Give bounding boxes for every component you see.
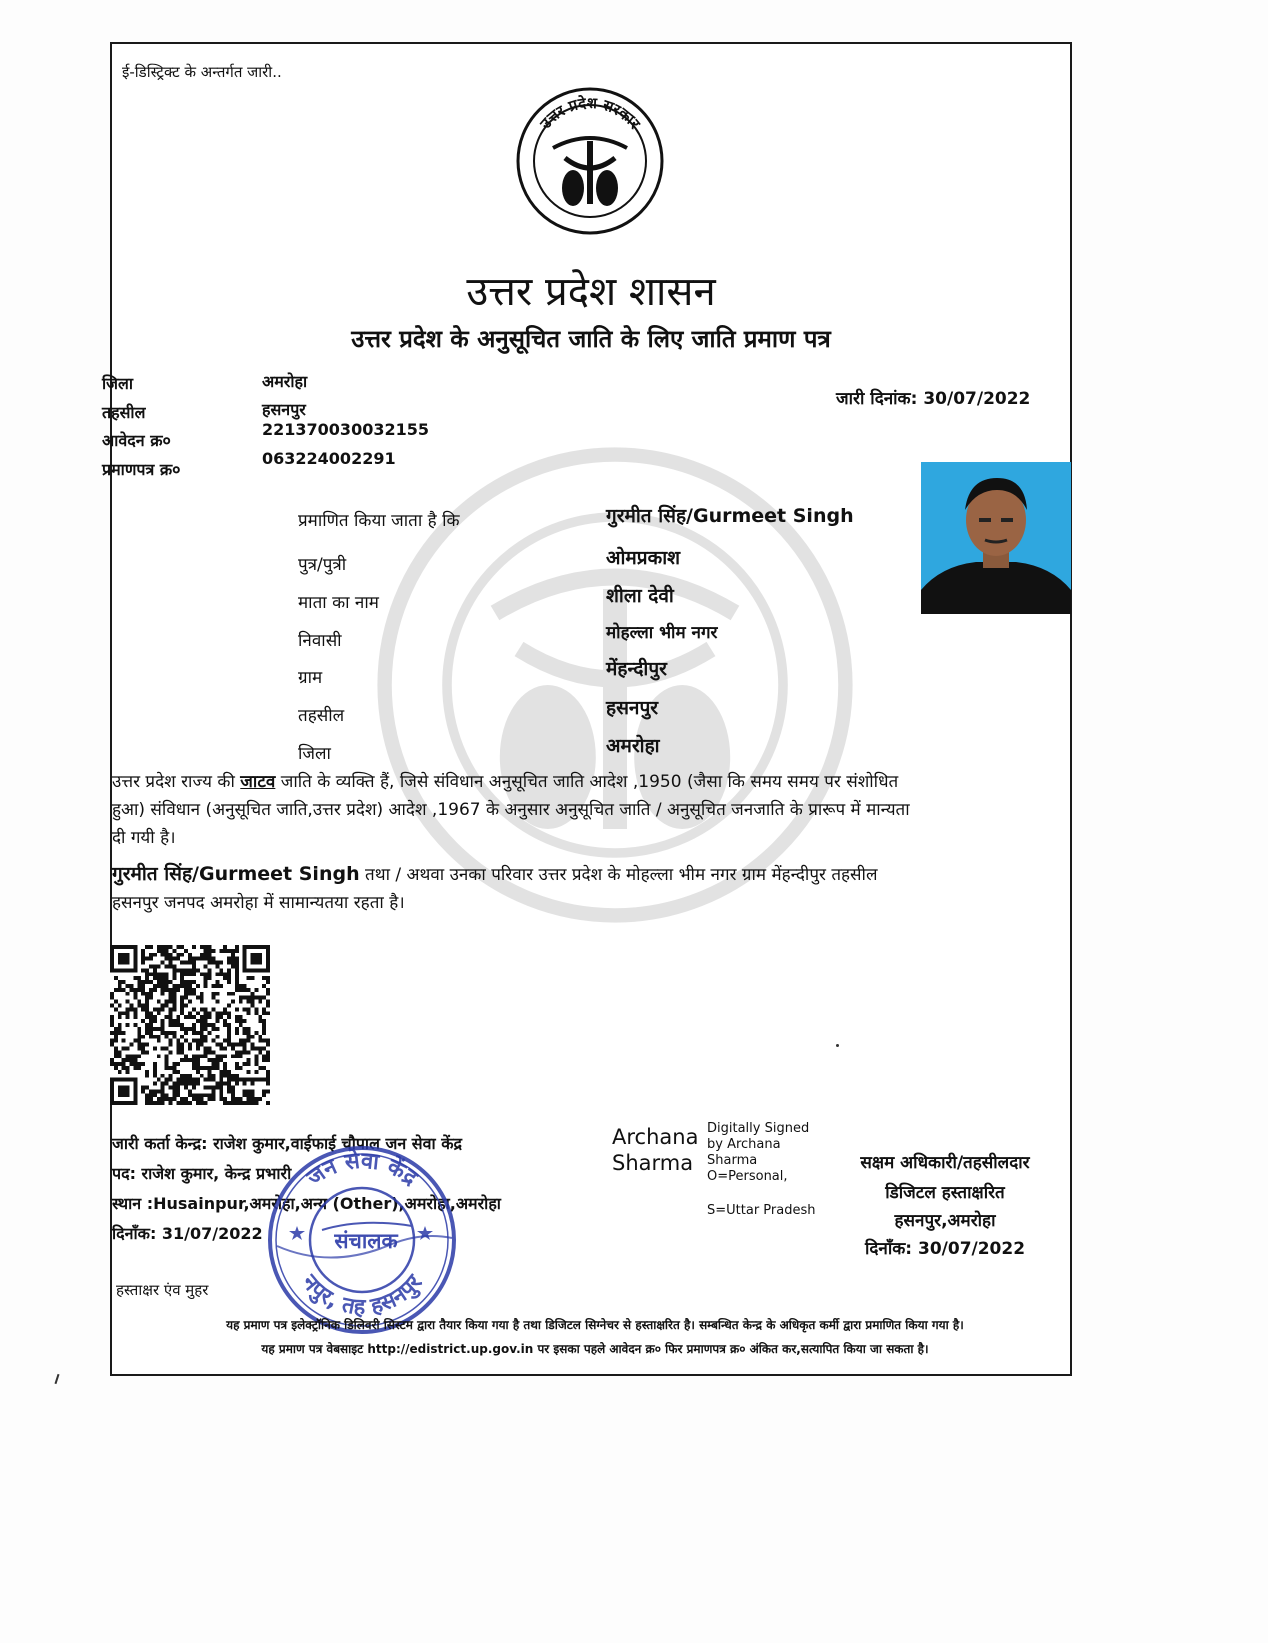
dsig-first-name: Archana	[612, 1125, 699, 1149]
application-no-value: 221370030032155	[262, 420, 429, 439]
para2-name: गुरमीत सिंह/Gurmeet Singh	[112, 863, 360, 885]
para1-text-end: जाति के व्यक्ति हैं, जिसे संविधान अनुसूचित जाति आदेश ,1950 (जैसा कि समय समय पर संशोधित	[275, 772, 899, 792]
caste-declaration-paragraph	[112, 768, 1070, 852]
government-title: उत्तर प्रदेश शासन	[466, 269, 716, 315]
star-icon	[417, 1226, 433, 1240]
field-label-tehsil: तहसील	[298, 706, 345, 726]
stamp-center-text: संचालक	[334, 1229, 398, 1253]
dsig-line5: S=Uttar Pradesh	[707, 1203, 816, 1218]
center-rubber-stamp	[262, 1140, 462, 1340]
dsig-line4: O=Personal,	[707, 1169, 788, 1184]
certificate-title: उत्तर प्रदेश के अनुसूचित जाति के लिए जाति प्रमाण पत्र	[351, 325, 831, 353]
qr-code-icon	[110, 945, 270, 1105]
svg-text:जन सेवा केंद्र	[302, 1147, 423, 1192]
notice-line1: यह प्रमाण पत्र इलेक्ट्रॉनिक डिलिवरी सिस्टम द्वारा तैयार किया गया है तथा डिजिटल सिग्नेचर से हस्ताक्षरित है। सम्बन्धित केन्द्र के अधिकृत कर्मी द्वारा प्रमाणित किया गया है।	[226, 1318, 964, 1332]
para1-line3: दी गयी है।	[112, 828, 176, 848]
field-value-resident: मोहल्ला भीम नगर	[606, 623, 718, 643]
authority-title: सक्षम अधिकारी/तहसीलदार	[860, 1153, 1030, 1173]
field-label-certified: प्रमाणित किया जाता है कि	[298, 511, 460, 531]
tehsil-label: तहसील	[102, 403, 146, 422]
applicant-photo	[921, 462, 1071, 614]
caste-name: जाटव	[240, 772, 276, 792]
application-no-label: आवेदन क्र०	[102, 431, 171, 450]
dsig-line3: Sharma	[707, 1153, 758, 1168]
field-value-village: मेंहन्दीपुर	[606, 658, 667, 680]
para2-line2: हसनपुर जनपद अमरोहा में सामान्यतया रहता है।	[112, 893, 405, 913]
star-icon	[289, 1226, 305, 1240]
person-photo-icon	[921, 462, 1071, 614]
issuer-date: दिनाँक: 31/07/2022	[112, 1224, 263, 1243]
authority-signed: डिजिटल हस्ताक्षरित	[885, 1183, 1005, 1203]
residence-paragraph	[112, 860, 1070, 917]
dsig-line1: Digitally Signed	[707, 1121, 810, 1136]
notice-line2: यह प्रमाण पत्र वेबसाइट http://edistrict.up.gov.in पर इसका पहले आवेदन क्र० फिर प्रमाणपत्र क्र० अंकित कर,सत्यापित किया जा सकता है।	[261, 1342, 929, 1356]
issuer-place: स्थान :Husainpur,अमरोहा,अन्य (Other),अमरोहा,अमरोहा	[112, 1194, 501, 1213]
authority-place: हसनपुर,अमरोहा	[894, 1211, 996, 1231]
field-label-district: जिला	[298, 744, 331, 764]
issuer-post: पद: राजेश कुमार, केन्द्र प्रभारी	[112, 1164, 292, 1183]
field-value-father: ओमप्रकाश	[606, 547, 681, 569]
district-value: अमरोहा	[262, 372, 308, 391]
para1-line2: हुआ) संविधान (अनुसूचित जाति,उत्तर प्रदेश) आदेश ,1967 के अनुसार अनुसूचित जाति / अनुसूचित जनजाति के प्रारूप में मान्यता	[112, 800, 910, 820]
scan-dot	[836, 1044, 839, 1047]
field-label-village: ग्राम	[298, 668, 323, 688]
issued-under-note: ई-डिस्ट्रिक्ट के अन्तर्गत जारी..	[122, 63, 282, 81]
certificate-no-value: 063224002291	[262, 449, 396, 468]
field-label-mother: माता का नाम	[298, 593, 379, 613]
field-value-district: अमरोहा	[606, 735, 660, 757]
district-label: जिला	[102, 374, 134, 393]
sign-and-seal-label: हस्ताक्षर एंव मुहर	[116, 1281, 209, 1299]
up-government-emblem-icon	[515, 86, 665, 236]
field-value-name: गुरमीत सिंह/Gurmeet Singh	[606, 505, 854, 527]
field-label-resident: निवासी	[298, 631, 342, 651]
field-value-tehsil: हसनपुर	[606, 697, 659, 719]
para1-text-start: उत्तर प्रदेश राज्य की	[112, 772, 241, 792]
issue-date: जारी दिनांक: 30/07/2022	[836, 389, 1031, 409]
tehsil-value: हसनपुर	[262, 400, 306, 419]
field-value-mother: शीला देवी	[606, 585, 674, 607]
certificate-no-label: प्रमाणपत्र क्र०	[102, 460, 181, 479]
para2-text: तथा / अथवा उनका परिवार उत्तर प्रदेश के मोहल्ला भीम नगर ग्राम मेंहन्दीपुर तहसील	[359, 865, 878, 885]
dsig-line2: by Archana	[707, 1137, 781, 1152]
stamp-top-text: जन सेवा केंद्र	[302, 1148, 422, 1192]
authority-date: दिनाँक: 30/07/2022	[864, 1239, 1026, 1259]
issuing-center: जारी कर्ता केन्द्र: राजेश कुमार,वाईफाई चौपाल जन सेवा केंद्र	[112, 1134, 463, 1153]
stamp-bottom-text: नपुर, तह हसनपुर	[296, 1270, 428, 1321]
field-label-son-daughter: पुत्र/पुत्री	[298, 555, 347, 575]
emblem-text: उत्तर प्रदेश सरकार	[536, 93, 644, 133]
dsig-last-name: Sharma	[612, 1151, 694, 1175]
